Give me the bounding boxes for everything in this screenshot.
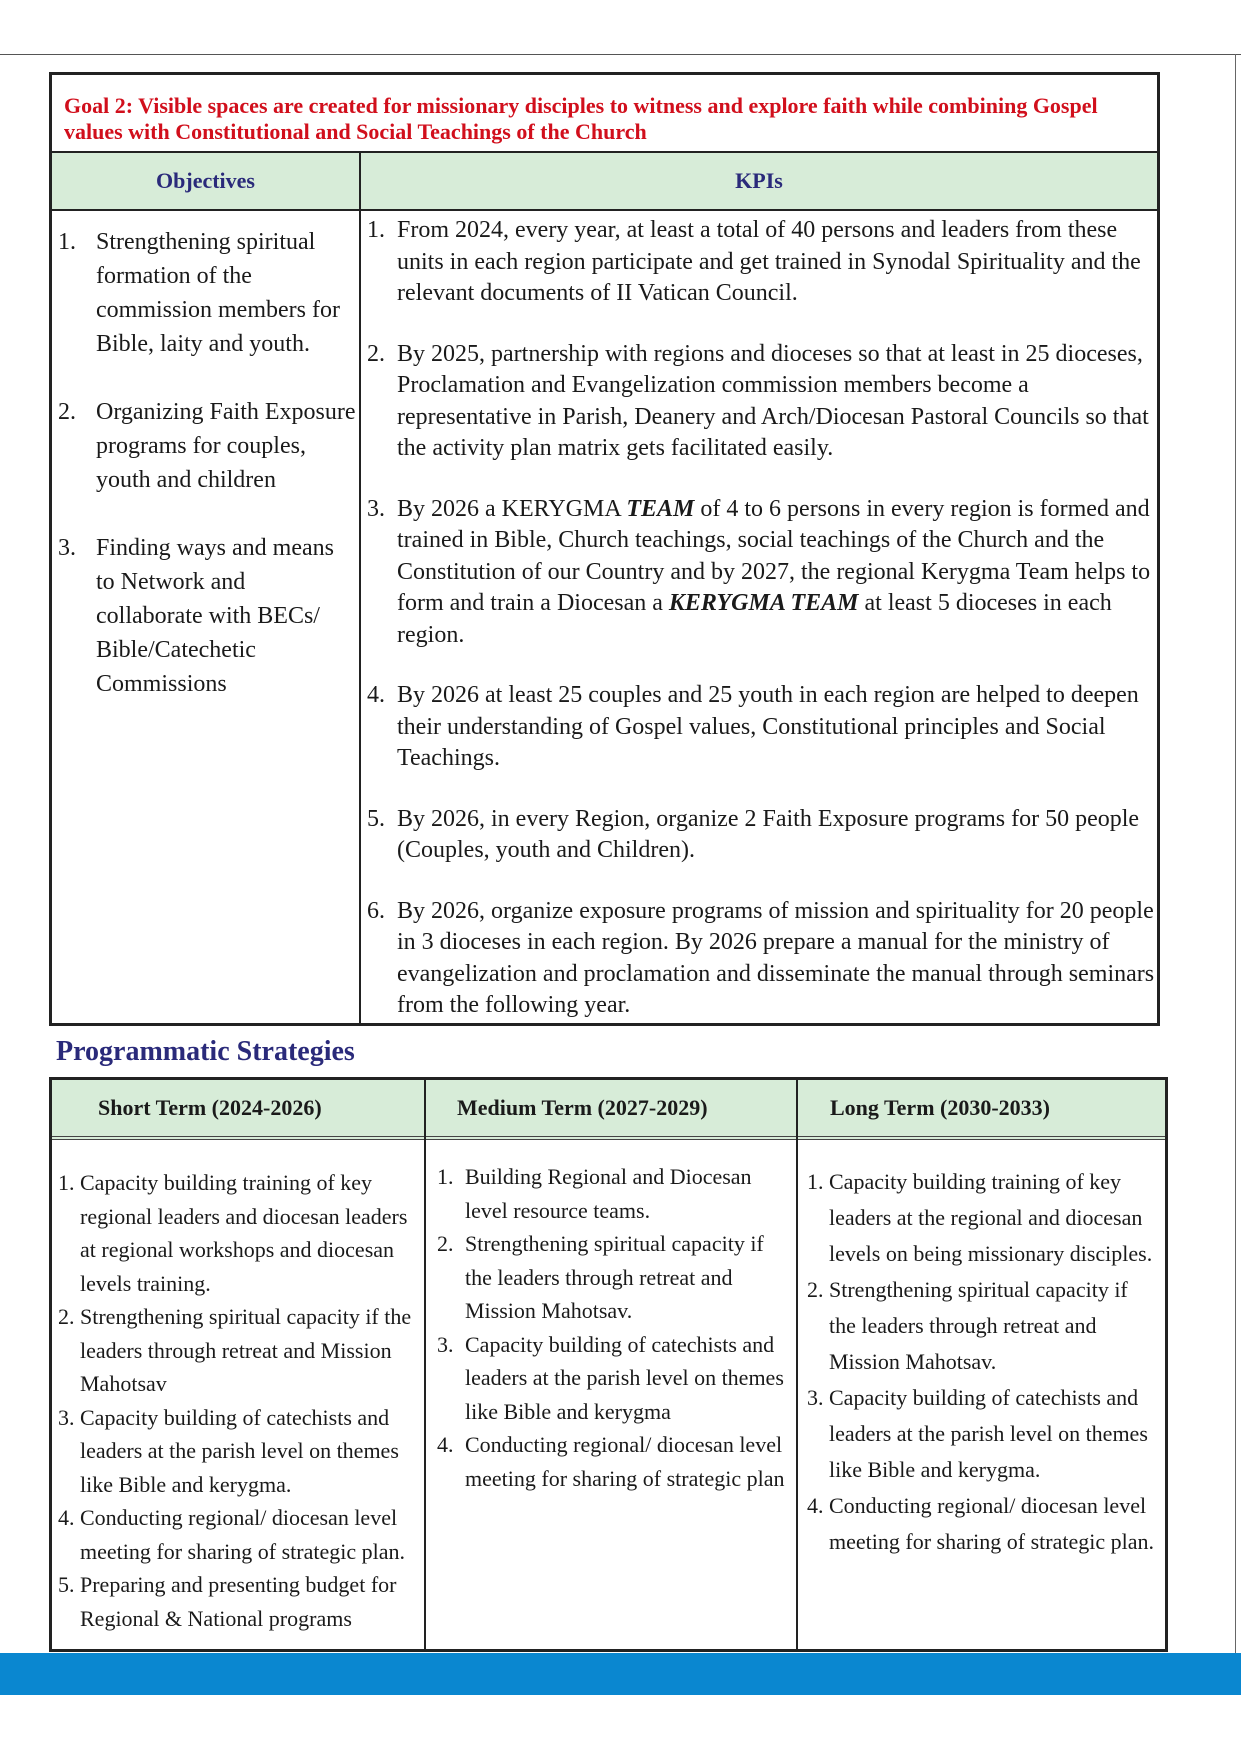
objectives-list xyxy=(52,225,357,735)
column-divider xyxy=(796,1080,798,1649)
objectives-header: Objectives xyxy=(156,168,255,193)
strategy-item xyxy=(58,1501,420,1568)
objective-text: Strengthening spiritual formation of the commission members for Bible, laity and youth. xyxy=(96,229,340,357)
strategy-text: Conducting regional/ diocesan level meeting for sharing of strategic plan xyxy=(465,1432,785,1491)
strategy-number: 1. xyxy=(807,1169,824,1194)
strategy-text: Building Regional and Diocesan level resource teams. xyxy=(465,1164,752,1223)
goal-table xyxy=(49,72,1160,1026)
strategy-number: 2. xyxy=(58,1304,75,1329)
strategy-item xyxy=(437,1328,789,1429)
short-term-list xyxy=(58,1166,420,1635)
strategy-number: 4. xyxy=(807,1493,824,1518)
strategy-item xyxy=(58,1300,420,1401)
strategy-number: 3. xyxy=(58,1404,75,1430)
long-term-list xyxy=(807,1164,1159,1560)
kpi-number: 6. xyxy=(367,897,385,924)
kpi-text: By 2026 at least 25 couples and 25 youth in each region are helped to deepen their understanding of Gospel values, Constitutional principles and Social Teachings. xyxy=(397,682,1139,771)
strategy-text: Conducting regional/ diocesan level meeting for sharing of strategic plan. xyxy=(829,1493,1155,1554)
kpi-number: 3. xyxy=(367,495,385,522)
strategies-heading: Programmatic Strategies xyxy=(56,1036,355,1067)
strategy-text: Capacity building of catechists and leaders at the parish level on themes like Bible and kerygma xyxy=(465,1331,784,1424)
strategy-number: 2. xyxy=(807,1277,824,1302)
kpi-number: 1. xyxy=(367,217,385,243)
kpi-text: of 4 to 6 persons in every region is formed and trained in Bible, Church teachings, social teachings of the Church and the Constitution of our Country and by 2027, the regional Kerygma Team helps to form and train a Diocesan a xyxy=(397,495,1151,616)
objective-item xyxy=(52,395,357,497)
strategy-text: Strengthening spiritual capacity if the leaders through retreat and Mission Mahotsav xyxy=(80,1304,412,1396)
kpi-number: 5. xyxy=(367,805,385,832)
strategy-number: 5. xyxy=(58,1572,75,1597)
objective-number: 3. xyxy=(58,535,76,561)
strategy-item xyxy=(58,1401,420,1502)
kpi-number: 4. xyxy=(367,682,385,708)
kpi-list xyxy=(367,215,1157,1051)
objective-text: Organizing Faith Exposure programs for couples, youth and children xyxy=(96,399,356,493)
kpi-text: at least 5 dioceses in each region. xyxy=(397,590,1112,648)
strategy-text: Preparing and presenting budget for Regional & National programs xyxy=(80,1572,397,1631)
strategy-number: 2. xyxy=(437,1231,454,1256)
strategy-number: 3. xyxy=(437,1331,454,1357)
strategy-number: 1. xyxy=(58,1170,75,1195)
strategy-item xyxy=(58,1568,420,1635)
strategy-item xyxy=(807,1272,1159,1380)
strategy-item xyxy=(807,1488,1159,1560)
kpi-emphasis: KERYGMA TEAM xyxy=(668,590,859,616)
medium-term-header: Medium Term (2027-2029) xyxy=(457,1095,708,1120)
long-term-header: Long Term (2030-2033) xyxy=(830,1095,1050,1120)
objective-item xyxy=(52,531,357,701)
kpi-text: By 2026, in every Region, organize 2 Faith Exposure programs for 50 people (Couples, youth and Children). xyxy=(397,805,1140,863)
column-divider xyxy=(359,151,361,1023)
strategy-item xyxy=(58,1166,420,1300)
kpi-item xyxy=(367,680,1157,775)
goal-table-header xyxy=(52,151,1157,211)
kpi-item xyxy=(367,215,1157,310)
strategies-table-header xyxy=(52,1080,1165,1140)
column-divider xyxy=(424,1080,426,1649)
kpi-item xyxy=(367,896,1157,1022)
kpi-number: 2. xyxy=(367,340,385,367)
kpi-text: By 2025, partnership with regions and dioceses so that at least in 25 dioceses, Proclamation and Evangelization commission members become a representative in Parish, Deanery and Arch/Diocesan Pastoral Councils so that the activity plan matrix gets facilitated easily. xyxy=(397,340,1149,461)
kpi-text: By 2026, organize exposure programs of mission and spirituality for 20 people in 3 dioceses in each region. By 2026 prepare a manual for the ministry of evangelization and proclamation and disseminate the manual through seminars from the following year. xyxy=(397,897,1155,1018)
strategy-number: 1. xyxy=(437,1164,454,1189)
top-rule xyxy=(0,54,1241,55)
objective-text: Finding ways and means to Network and collaborate with BECs/ Bible/Catechetic Commissions xyxy=(96,535,334,697)
kpi-text: By 2026 a KERYGMA xyxy=(397,495,627,522)
goal-title: Goal 2: Visible spaces are created for missionary disciples to witness and explore faith while combining Gospel values with Constitutional and Social Teachings of the Church xyxy=(64,93,1098,144)
kpi-text: From 2024, every year, at least a total of 40 persons and leaders from these units in each region participate and get trained in Synodal Spirituality and the relevant documents of II Vatican Council. xyxy=(397,217,1141,306)
strategy-text: Strengthening spiritual capacity if the leaders through retreat and Mission Mahotsav. xyxy=(829,1277,1128,1374)
strategy-text: Capacity building of catechists and leaders at the parish level on themes like Bible and kerygma. xyxy=(80,1404,399,1497)
strategy-item xyxy=(437,1227,789,1328)
objective-item xyxy=(52,225,357,361)
objective-number: 2. xyxy=(58,399,76,425)
kpi-item xyxy=(367,494,1157,652)
strategy-item xyxy=(437,1428,789,1495)
kpi-emphasis: TEAM xyxy=(626,495,695,522)
strategy-text: Strengthening spiritual capacity if the leaders through retreat and Mission Mahotsav. xyxy=(465,1231,764,1323)
kpi-item xyxy=(367,339,1157,465)
strategy-text: Capacity building training of key leaders at the regional and diocesan levels on being missionary disciples. xyxy=(829,1169,1153,1266)
footer-band xyxy=(0,1653,1241,1695)
right-rule xyxy=(1235,54,1236,1694)
strategy-number: 4. xyxy=(58,1505,75,1530)
kpi-item xyxy=(367,804,1157,867)
strategies-table xyxy=(49,1077,1168,1652)
strategy-text: Conducting regional/ diocesan level meeting for sharing of strategic plan. xyxy=(80,1505,406,1564)
kpis-header: KPIs xyxy=(735,168,783,193)
objective-number: 1. xyxy=(58,229,76,255)
strategy-item xyxy=(807,1164,1159,1272)
strategy-text: Capacity building training of key regional leaders and diocesan leaders at regional workshops and diocesan levels training. xyxy=(80,1170,408,1296)
strategy-item xyxy=(437,1160,789,1227)
medium-term-list xyxy=(437,1160,789,1495)
short-term-header: Short Term (2024-2026) xyxy=(98,1095,322,1120)
strategy-number: 4. xyxy=(437,1432,454,1457)
strategy-number: 3. xyxy=(807,1385,824,1410)
strategy-item xyxy=(807,1380,1159,1488)
strategy-text: Capacity building of catechists and leaders at the parish level on themes like Bible and kerygma. xyxy=(829,1385,1148,1482)
